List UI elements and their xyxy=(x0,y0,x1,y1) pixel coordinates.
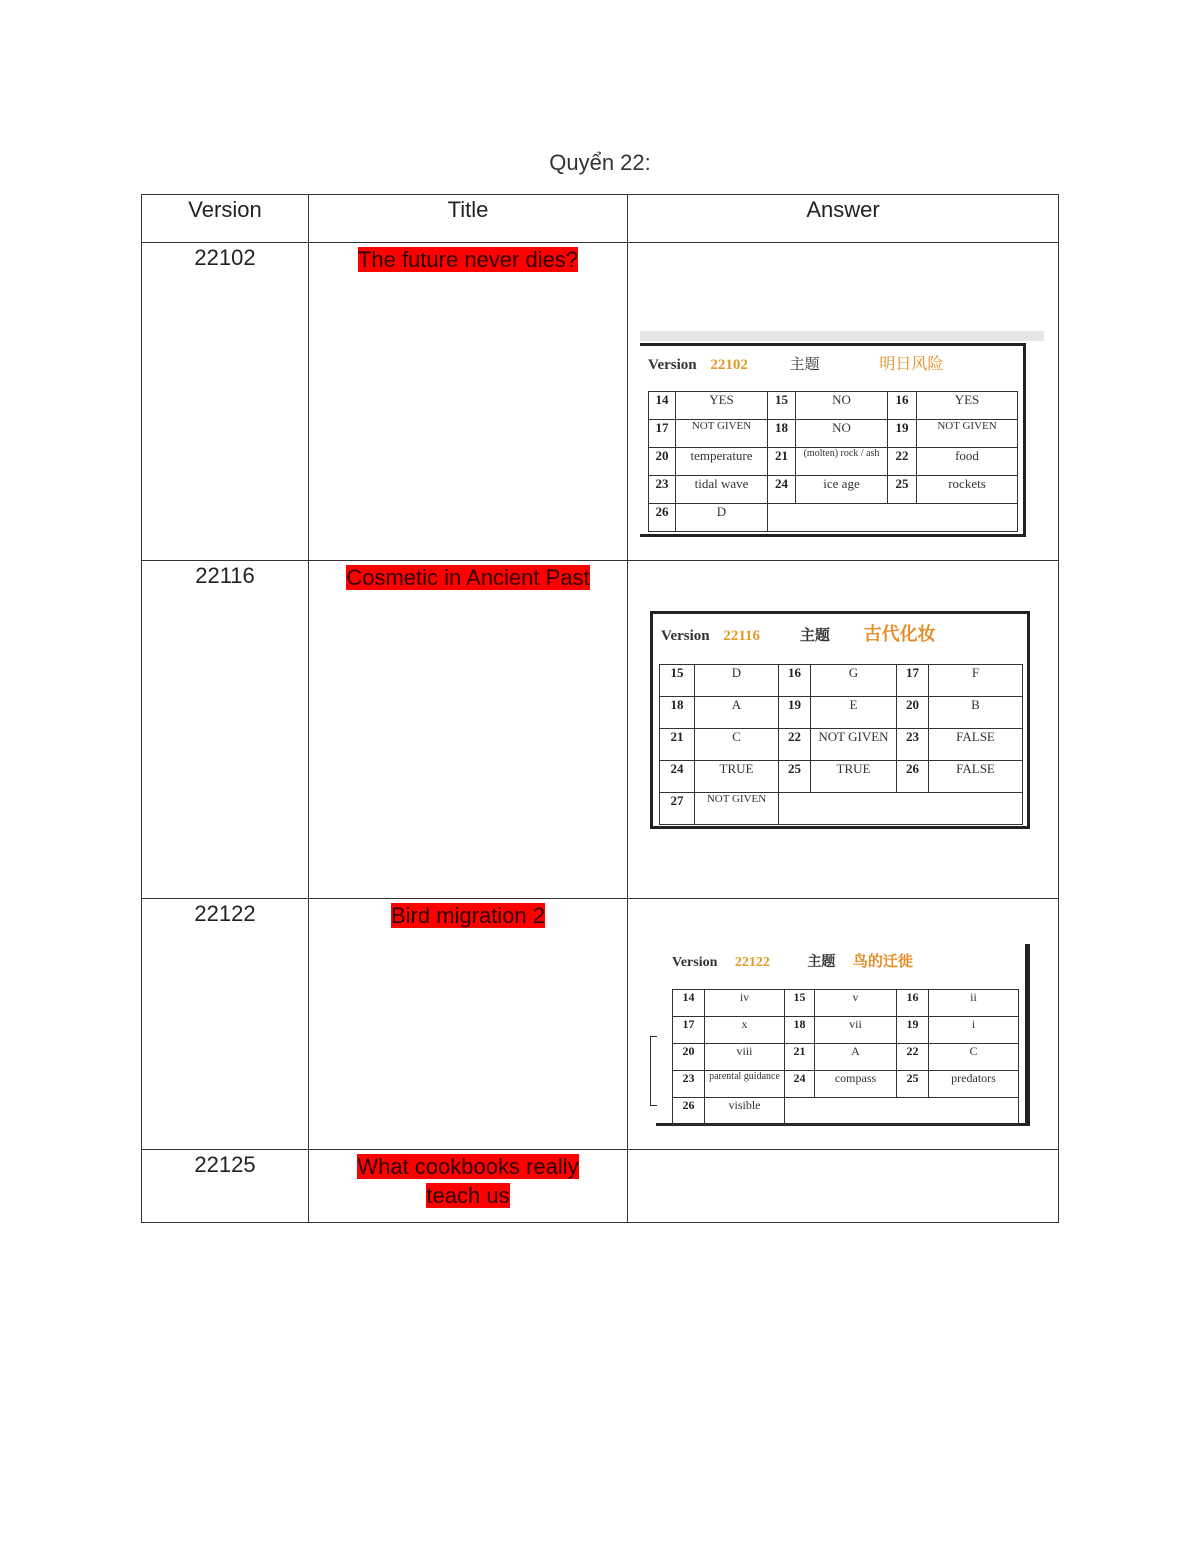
key-answer: A xyxy=(815,1044,897,1071)
key-number: 20 xyxy=(897,697,929,729)
highlighted-title: Cosmetic in Ancient Past xyxy=(346,565,590,590)
table-row xyxy=(142,899,1059,1150)
key-answer: NOT GIVEN xyxy=(917,420,1018,448)
key-number: 25 xyxy=(888,476,917,504)
key-version-number: 22116 xyxy=(723,628,761,644)
key-answer: D xyxy=(695,665,779,697)
key-answer: predators xyxy=(929,1071,1019,1098)
key-number: 16 xyxy=(779,665,811,697)
key-topic-cn: 明日风险 xyxy=(879,354,944,373)
highlighted-title: Bird migration 2 xyxy=(390,903,546,928)
key-topic-label: 主题 xyxy=(807,955,836,970)
key-number: 22 xyxy=(779,729,811,761)
key-number: 16 xyxy=(897,990,929,1017)
key-answer: viii xyxy=(705,1044,785,1071)
key-number: 17 xyxy=(897,665,929,697)
key-number: 15 xyxy=(660,665,695,697)
version-cell: 22116 xyxy=(142,561,309,899)
key-answer: compass xyxy=(815,1071,897,1098)
key-number: 16 xyxy=(888,392,917,420)
answer-cell xyxy=(628,1150,1059,1223)
answer-key-grid xyxy=(672,989,1019,1125)
answer-key-image xyxy=(650,944,1030,1129)
header-version: Version xyxy=(142,195,309,243)
key-answer: FALSE xyxy=(929,761,1023,793)
key-answer: ice age xyxy=(796,476,888,504)
key-answer: C xyxy=(695,729,779,761)
answer-key-grid xyxy=(648,391,1018,532)
key-answer: iv xyxy=(705,990,785,1017)
key-number: 21 xyxy=(660,729,695,761)
key-answer: visible xyxy=(705,1098,785,1125)
header-answer: Answer xyxy=(628,195,1059,243)
key-number: 18 xyxy=(785,1017,815,1044)
version-cell: 22102 xyxy=(142,243,309,561)
key-number: 20 xyxy=(673,1044,705,1071)
key-answer: tidal wave xyxy=(676,476,768,504)
answer-key-header xyxy=(648,351,943,374)
key-answer: NO xyxy=(796,420,888,448)
key-number: 19 xyxy=(779,697,811,729)
answer-key-image xyxy=(650,611,1030,829)
answer-cell xyxy=(628,899,1059,1150)
key-answer: B xyxy=(929,697,1023,729)
key-number: 26 xyxy=(673,1098,705,1125)
document-title: Quyển 22: xyxy=(549,150,651,175)
table-row xyxy=(142,1150,1059,1223)
key-version-number: 22102 xyxy=(710,357,748,373)
answer-key-image xyxy=(640,331,1044,535)
key-number: 18 xyxy=(768,420,796,448)
key-number: 19 xyxy=(897,1017,929,1044)
key-number: 17 xyxy=(649,420,676,448)
key-answer: C xyxy=(929,1044,1019,1071)
version-cell: 22122 xyxy=(142,899,309,1150)
key-number: 24 xyxy=(660,761,695,793)
key-answer: NOT GIVEN xyxy=(695,793,779,825)
table-row xyxy=(142,243,1059,561)
key-answer: (molten) rock / ash xyxy=(796,448,888,476)
answer-table xyxy=(141,194,1059,1223)
key-number: 19 xyxy=(888,420,917,448)
version-cell: 22125 xyxy=(142,1150,309,1223)
key-number: 25 xyxy=(897,1071,929,1098)
key-answer: NO xyxy=(796,392,888,420)
key-number: 20 xyxy=(649,448,676,476)
key-answer: NOT GIVEN xyxy=(676,420,768,448)
key-number: 22 xyxy=(888,448,917,476)
key-answer: NOT GIVEN xyxy=(811,729,897,761)
key-answer: x xyxy=(705,1017,785,1044)
highlighted-title: What cookbooks really xyxy=(357,1154,579,1179)
key-number: 15 xyxy=(768,392,796,420)
key-number: 23 xyxy=(897,729,929,761)
table-header-row xyxy=(142,195,1059,243)
key-number: 23 xyxy=(649,476,676,504)
key-number: 24 xyxy=(785,1071,815,1098)
answer-key-header xyxy=(661,620,936,646)
title-cell xyxy=(309,1150,628,1223)
key-answer: YES xyxy=(917,392,1018,420)
key-version-number: 22122 xyxy=(734,955,770,970)
key-topic-cn: 鸟的迁徙 xyxy=(852,952,913,970)
key-answer: F xyxy=(929,665,1023,697)
answer-cell xyxy=(628,561,1059,899)
table-row xyxy=(142,561,1059,899)
key-empty xyxy=(785,1098,1019,1125)
key-number: 18 xyxy=(660,697,695,729)
key-number: 27 xyxy=(660,793,695,825)
key-answer: food xyxy=(917,448,1018,476)
key-answer: rockets xyxy=(917,476,1018,504)
key-empty xyxy=(768,504,1018,532)
answer-key-grid xyxy=(659,664,1023,825)
key-answer: parental guidance xyxy=(705,1071,785,1098)
key-number: 14 xyxy=(649,392,676,420)
highlighted-title: teach us xyxy=(426,1183,510,1208)
highlighted-title: The future never dies? xyxy=(357,247,579,272)
key-answer: i xyxy=(929,1017,1019,1044)
key-number: 17 xyxy=(673,1017,705,1044)
answer-cell xyxy=(628,243,1059,561)
key-number: 22 xyxy=(897,1044,929,1071)
title-cell xyxy=(309,561,628,899)
key-topic-label: 主题 xyxy=(789,357,820,373)
key-answer: temperature xyxy=(676,448,768,476)
key-number: 26 xyxy=(649,504,676,532)
key-answer: v xyxy=(815,990,897,1017)
key-answer: ii xyxy=(929,990,1019,1017)
key-number: 26 xyxy=(897,761,929,793)
key-number: 14 xyxy=(673,990,705,1017)
key-answer: YES xyxy=(676,392,768,420)
key-answer: vii xyxy=(815,1017,897,1044)
header-title: Title xyxy=(309,195,628,243)
key-answer: D xyxy=(676,504,768,532)
key-answer: A xyxy=(695,697,779,729)
key-number: 23 xyxy=(673,1071,705,1098)
title-cell xyxy=(309,243,628,561)
key-number: 25 xyxy=(779,761,811,793)
key-answer: G xyxy=(811,665,897,697)
key-number: 24 xyxy=(768,476,796,504)
key-topic-cn: 古代化妆 xyxy=(863,624,936,645)
key-number: 21 xyxy=(768,448,796,476)
key-version-label: Version xyxy=(672,955,718,970)
key-answer: TRUE xyxy=(695,761,779,793)
key-answer: E xyxy=(811,697,897,729)
key-number: 21 xyxy=(785,1044,815,1071)
answer-key-header xyxy=(672,950,913,971)
key-version-label: Version xyxy=(648,357,697,373)
key-topic-label: 主题 xyxy=(799,628,830,644)
key-number: 15 xyxy=(785,990,815,1017)
key-version-label: Version xyxy=(661,628,710,644)
key-answer: TRUE xyxy=(811,761,897,793)
key-answer: FALSE xyxy=(929,729,1023,761)
title-cell xyxy=(309,899,628,1150)
key-empty xyxy=(779,793,1023,825)
